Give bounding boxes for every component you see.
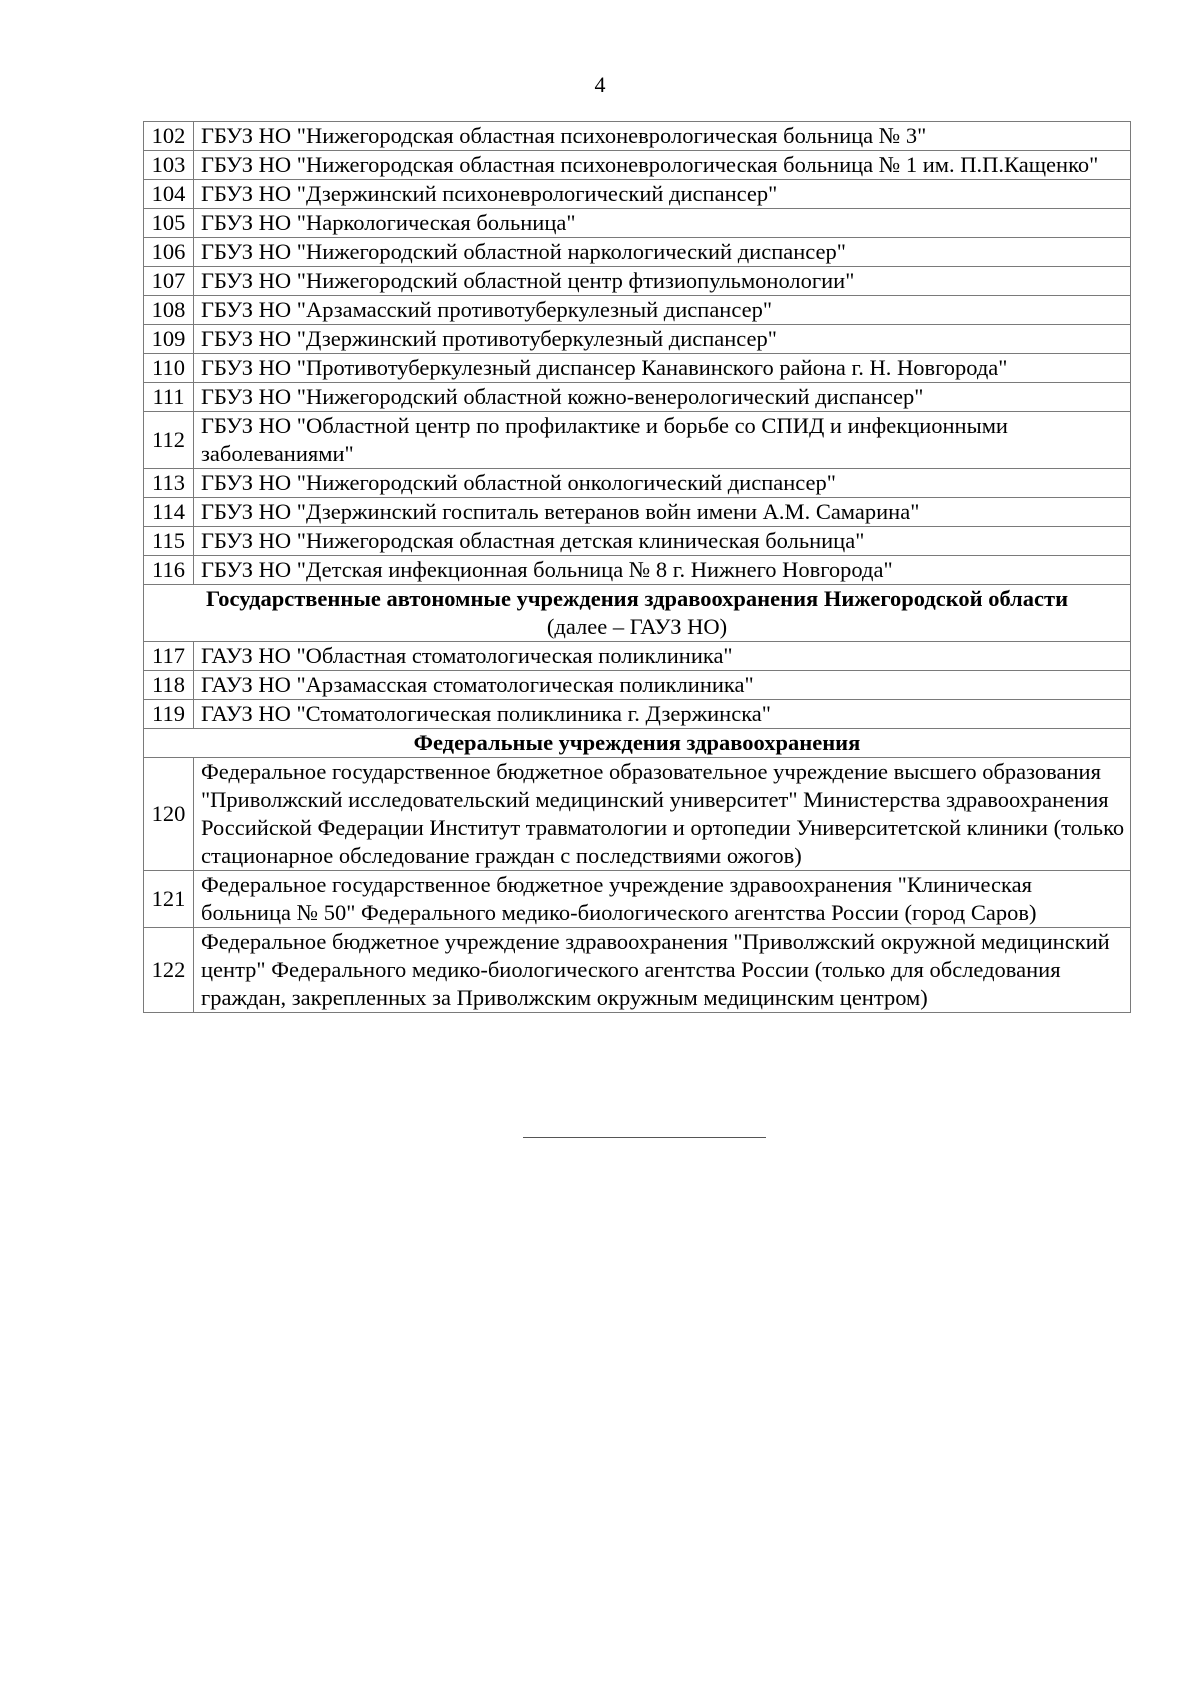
page-number: 4 [594,72,606,97]
table-row [144,383,1131,412]
institutions-table [143,121,1131,1013]
institution-name: ГАУЗ НО "Арзамасская стоматологическая поликлиника" [194,671,1131,700]
row-number: 117 [144,642,194,671]
row-number: 106 [144,238,194,267]
row-number: 119 [144,700,194,729]
institution-name: ГБУЗ НО "Противотуберкулезный диспансер Канавинского района г. Н. Новгорода" [194,354,1131,383]
institution-name: Федеральное государственное бюджетное учреждение здравоохранения "Клиническая больница № 50" Федерального медико-биологического агентства России (город Саров) [194,871,1131,928]
row-number: 103 [144,151,194,180]
institution-name: ГБУЗ НО "Нижегородский областной наркологический диспансер" [194,238,1131,267]
institution-name: ГБУЗ НО "Нижегородская областная психоневрологическая больница № 3" [194,122,1131,151]
institution-name: ГБУЗ НО "Дзержинский госпиталь ветеранов войн имени А.М. Самарина" [194,498,1131,527]
institution-name: ГБУЗ НО "Нижегородский областной онкологический диспансер" [194,469,1131,498]
section-note: (далее – ГАУЗ НО) [546,614,728,639]
institution-name: ГБУЗ НО "Нижегородская областная детская клиническая больница" [194,527,1131,556]
table-row [144,354,1131,383]
institution-name: ГАУЗ НО "Стоматологическая поликлиника г. Дзержинска" [194,700,1131,729]
table-body [144,122,1131,1013]
row-number: 122 [144,928,194,1013]
row-number: 105 [144,209,194,238]
row-number: 110 [144,354,194,383]
row-number: 102 [144,122,194,151]
table-row [144,412,1131,469]
row-number: 118 [144,671,194,700]
table-row [144,527,1131,556]
table-row [144,871,1131,928]
table-row [144,325,1131,354]
institution-name: ГБУЗ НО "Нижегородская областная психоневрологическая больница № 1 им. П.П.Кащенко" [194,151,1131,180]
table-row [144,209,1131,238]
table-row [144,642,1131,671]
institution-name: ГБУЗ НО "Детская инфекционная больница № 8 г. Нижнего Новгорода" [194,556,1131,585]
institution-name: ГБУЗ НО "Нижегородский областной кожно-венерологический диспансер" [194,383,1131,412]
row-number: 113 [144,469,194,498]
section-title: Государственные автономные учреждения здравоохранения Нижегородской области [205,586,1069,611]
table-row [144,151,1131,180]
section-header-row [144,585,1131,642]
institution-name: ГБУЗ НО "Дзержинский противотуберкулезный диспансер" [194,325,1131,354]
table-row [144,556,1131,585]
table-row [144,180,1131,209]
row-number: 114 [144,498,194,527]
row-number: 112 [144,412,194,469]
table-row [144,498,1131,527]
end-of-document-rule [523,1137,766,1138]
institution-name: ГБУЗ НО "Областной центр по профилактике и борьбе со СПИД и инфекционными заболеваниями" [194,412,1131,469]
table-row [144,267,1131,296]
institution-name: ГБУЗ НО "Нижегородский областной центр фтизиопульмонологии" [194,267,1131,296]
section-title: Федеральные учреждения здравоохранения [413,730,861,755]
table-row [144,238,1131,267]
table-row [144,122,1131,151]
institution-name: Федеральное бюджетное учреждение здравоохранения "Приволжский окружной медицинский центр" Федерального медико-биологического агентства России (только для обследования граждан, закрепленных за Приволжским окружным медицинским центром) [194,928,1131,1013]
section-header-row [144,729,1131,758]
table-row [144,700,1131,729]
row-number: 108 [144,296,194,325]
institution-name: ГБУЗ НО "Арзамасский противотуберкулезный диспансер" [194,296,1131,325]
table-row [144,296,1131,325]
institution-name: ГАУЗ НО "Областная стоматологическая поликлиника" [194,642,1131,671]
institution-name: Федеральное государственное бюджетное образовательное учреждение высшего образования "Приволжский исследовательский медицинский университет" Министерства здравоохранения Российской Федерации Институт травматологии и ортопедии Университетской клиники (только стационарное обследование граждан с последствиями ожогов) [194,758,1131,871]
row-number: 109 [144,325,194,354]
table-row [144,928,1131,1013]
row-number: 107 [144,267,194,296]
institution-name: ГБУЗ НО "Наркологическая больница" [194,209,1131,238]
row-number: 121 [144,871,194,928]
row-number: 104 [144,180,194,209]
section-header-gauz [144,585,1131,642]
section-header-federal [144,729,1131,758]
row-number: 111 [144,383,194,412]
row-number: 115 [144,527,194,556]
table-row [144,758,1131,871]
institution-name: ГБУЗ НО "Дзержинский психоневрологический диспансер" [194,180,1131,209]
row-number: 120 [144,758,194,871]
table-row [144,469,1131,498]
table-row [144,671,1131,700]
row-number: 116 [144,556,194,585]
